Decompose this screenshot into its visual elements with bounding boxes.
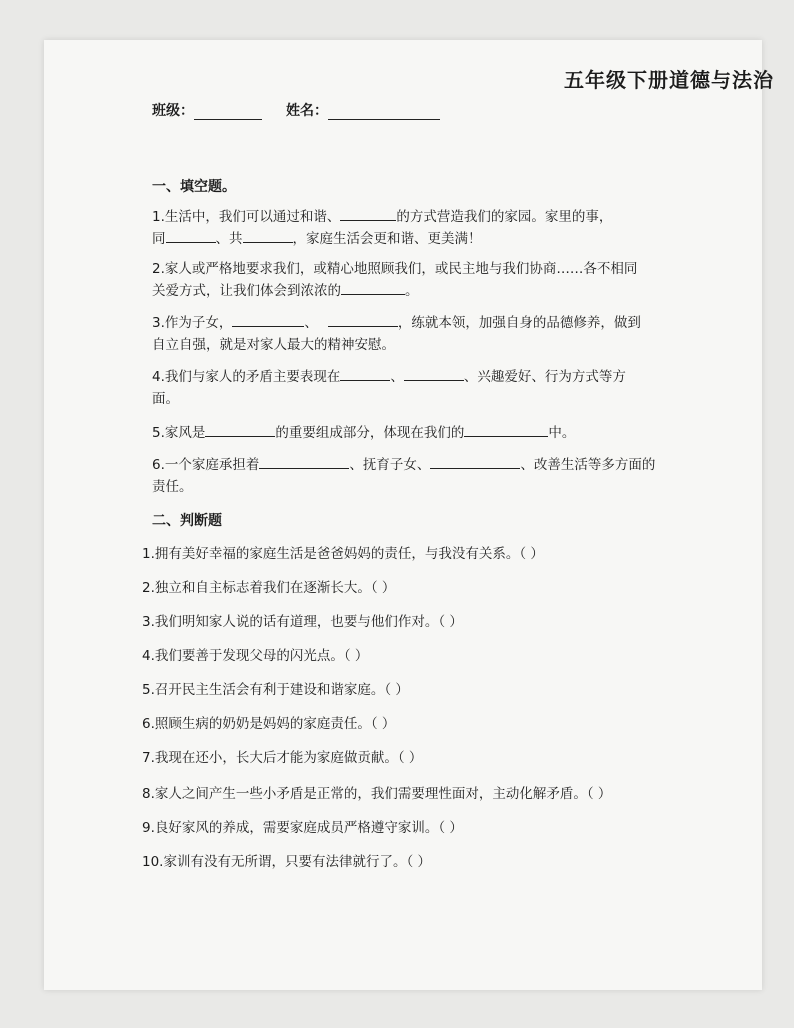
fill-question-3: 3.作为子女， 、 ，练就本领，加强自身的品德修养，做到 自立自强，就是对家人最大的精神安慰。 — [152, 312, 712, 356]
true-false-item: 1.拥有美好幸福的家庭生活是爸爸妈妈的责任，与我没有关系。（ ） — [142, 546, 544, 562]
true-false-item: 7.我现在还小，长大后才能为家庭做贡献。（ ） — [142, 750, 423, 766]
fill-question-2: 2.家人或严格地要求我们，或精心地照顾我们，或民主地与我们协商……各不相同 关爱方式，让我们体会到浓浓的 。 — [152, 261, 638, 299]
class-label: 班级： — [152, 103, 194, 119]
true-false-item: 8.家人之间产生一些小矛盾是正常的，我们需要理性面对，主动化解矛盾。（ ） — [142, 786, 612, 802]
answer-blank[interactable] — [259, 454, 349, 469]
answer-blank[interactable] — [340, 366, 390, 381]
true-false-item: 2.独立和自主标志着我们在逐渐长大。（ ） — [142, 580, 396, 596]
section-fill-blank-heading: 一、填空题。 — [152, 179, 236, 195]
answer-blank[interactable] — [341, 280, 405, 295]
answer-blank[interactable] — [404, 366, 464, 381]
true-false-item: 5.召开民主生活会有利于建设和谐家庭。（ ） — [142, 682, 409, 698]
true-false-item: 4.我们要善于发现父母的闪光点。（ ） — [142, 648, 369, 664]
answer-blank[interactable] — [328, 312, 398, 327]
true-false-item: 10.家训有没有无所谓，只要有法律就行了。（ ） — [142, 854, 432, 870]
page-title: 五年级下册道德与法治 — [564, 68, 774, 92]
answer-blank[interactable] — [166, 228, 216, 243]
class-field[interactable] — [194, 105, 262, 120]
fill-question-1: 1.生活中，我们可以通过和谐、 的方式营造我们的家园。家里的事， 同 、共 ，家庭生活会更和谐、更美满！ — [152, 206, 712, 250]
answer-blank[interactable] — [232, 312, 304, 327]
true-false-item: 3.我们明知家人说的话有道理，也要与他们作对。（ ） — [142, 614, 463, 630]
fill-question-5: 5.家风是 的重要组成部分，体现在我们的 中。 — [152, 422, 712, 444]
answer-blank[interactable] — [430, 454, 520, 469]
section-true-false-heading: 二、判断题 — [152, 513, 222, 529]
name-label: 姓名： — [286, 103, 328, 119]
answer-blank[interactable] — [340, 206, 396, 221]
answer-blank[interactable] — [243, 228, 293, 243]
fill-question-6: 6.一个家庭承担着 、抚育子女、 、改善生活等多方面的 责任。 — [152, 454, 712, 498]
fill-question-4: 4.我们与家人的矛盾主要表现在 、 、兴趣爱好、行为方式等方 面。 — [152, 366, 712, 410]
answer-blank[interactable] — [464, 422, 548, 437]
answer-blank[interactable] — [205, 422, 275, 437]
true-false-item: 9.良好家风的养成，需要家庭成员严格遵守家训。（ ） — [142, 820, 463, 836]
name-field[interactable] — [328, 105, 440, 120]
student-info-row — [152, 100, 440, 120]
true-false-item: 6.照顾生病的奶奶是妈妈的家庭责任。（ ） — [142, 716, 396, 732]
